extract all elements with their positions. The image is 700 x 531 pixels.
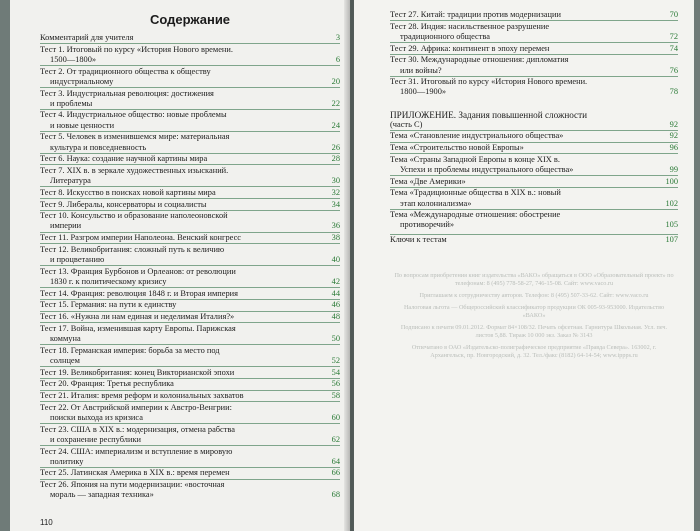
entry-page: 54 [331,367,340,377]
entry-title: Тест 9. Либералы, консерваторы и социалисты [40,199,207,209]
entry-title: Тест 10. Консульство и образование наполеоновской [40,211,228,221]
entry-title-cont: империи [50,221,82,231]
entry-title-cont: традиционного общества [400,31,490,41]
entry-title-cont: Литература [50,176,91,186]
toc-entry[interactable] [40,243,340,265]
entry-title-cont: индустриальному [50,76,114,86]
entry-page: 92 [669,131,678,141]
entry-title-cont: мораль — западная техника» [50,490,154,500]
entry-page: 58 [331,391,340,400]
entry-title: Тест 27. Китай: традиции против модернизации [390,10,561,19]
entry-title: Тест 14. Франция: революция 1848 г. и Вторая империя [40,288,238,298]
toc-entry[interactable] [40,65,340,87]
page-title: Содержание [149,12,231,27]
toc-entry[interactable] [40,153,340,165]
entry-title: Тема «Становление индустриального общества» [390,131,564,141]
entry-page: 102 [665,198,678,208]
entry-title: Тест 16. «Нужна ли нам единая и неделимая Италия?» [40,312,235,322]
entry-title: Тест 4. Индустриальное общество: новые проблемы [40,110,227,120]
entry-page: 99 [669,164,678,174]
entry-page: 3 [335,33,340,42]
entry-page: 34 [331,199,340,209]
entry-title: Тест 22. От Австрийской империи к Австро-Венгрии: [40,402,232,412]
entry-title-cont: 1500—1800» [50,54,97,64]
entry-page: 46 [331,300,340,310]
entry-title: Тест 11. Разгром империи Наполеона. Венский конгресс [40,233,242,243]
entry-title: Тема «Строительство новой Европы» [390,143,524,153]
entry-title: Тест 25. Латинская Америка в XIX в.: время перемен [40,468,230,478]
entry-title: Тест 24. США: империализм и вступление в мировую [40,446,233,456]
entry-title: Тест 28. Индия: насильственное разрушение [390,21,550,31]
toc-entry[interactable] [390,76,678,98]
entry-title: Тема «Страны Западной Европы в конце XIX в. [390,154,560,164]
entry-page: 28 [331,154,340,164]
toc-entry[interactable] [40,164,340,186]
entry-page: 6 [335,54,340,64]
toc-entry[interactable] [40,344,340,366]
appendix-subtitle: (часть С) [390,119,423,129]
toc-entry[interactable] [40,445,340,467]
toc-list-right [390,10,678,98]
entry-title: Тест 6. Наука: создание научной картины мира [40,154,208,164]
toc-entry[interactable] [390,130,678,142]
entry-page: 100 [665,176,678,186]
entry-page: 72 [669,31,678,41]
toc-entry-appendix[interactable] [390,120,678,130]
entry-page: 52 [331,355,340,365]
entry-title-cont: и новые ценности [50,120,115,130]
entry-page: 76 [669,65,678,75]
entry-title: Тема «Традиционные общества в XIX в.: новый [390,188,561,198]
toc-entry[interactable] [40,299,340,311]
toc-entry[interactable] [390,42,678,54]
entry-page: 74 [669,43,678,53]
entry-title: Тест 15. Германия: на пути к единству [40,300,177,310]
entry-title: Тест 1. Итоговый по курсу «История Нового времени. [40,44,233,54]
entry-title-cont: и процветанию [50,255,105,265]
toc-entry[interactable] [40,43,340,65]
entry-title-cont: поиски выхода из кризиса [50,412,143,422]
entry-page: 78 [669,87,678,97]
entry-title-cont: противоречий» [400,220,455,230]
entry-title-cont: солнцем [50,355,80,365]
toc-entry[interactable] [40,366,340,378]
page-number: 110 [40,518,53,527]
entry-title: Тема «Две Америки» [390,176,466,186]
imprint-line: Подписано к печати 09.01.2012. Формат 84×108/32. Печать офсетная. Гарнитура Школьная. Усл. печ. листов 5,88. Тираж 10 000 экз. Заказ № 3143 [400,324,668,339]
entry-title: Ключи к тестам [390,235,447,245]
entry-title: Тест 18. Германская империя: борьба за место под [40,345,220,355]
toc-entry[interactable] [40,232,340,244]
entry-title: Тест 3. Индустриальная революция: достижения [40,88,214,98]
entry-title: Тест 23. США в XIX в.: модернизация, отмена рабства [40,424,235,434]
toc-entry[interactable] [390,209,678,231]
toc-list-appendix [390,120,678,246]
entry-page: 68 [331,490,340,500]
toc-entry[interactable] [40,186,340,198]
entry-page: 22 [331,98,340,108]
entry-page: 56 [331,379,340,389]
toc-entry[interactable] [40,423,340,445]
right-page [354,0,694,531]
entry-page: 50 [331,333,340,343]
toc-entry[interactable] [390,54,678,76]
toc-entry[interactable] [40,131,340,153]
entry-title: Тест 5. Человек в изменившемся мире: материальная [40,132,230,142]
toc-entry[interactable] [390,20,678,42]
entry-page: 38 [331,233,340,243]
entry-title: Тест 7. XIX в. в зеркале художественных изысканий. [40,165,229,175]
toc-entry[interactable] [390,153,678,175]
entry-title: Тема «Международные отношения: обострение [390,210,561,220]
entry-page: 60 [331,412,340,422]
entry-page: 64 [331,456,340,466]
toc-entry[interactable] [390,187,678,209]
toc-entry[interactable] [40,109,340,131]
toc-entry[interactable] [40,390,340,402]
entry-title-cont: Успехи и проблемы индустриального общества» [400,164,574,174]
toc-entry[interactable] [40,287,340,299]
toc-entry[interactable] [40,378,340,390]
entry-title-cont: этап колониализма» [400,198,472,208]
entry-page: 44 [331,288,340,298]
entry-page: 107 [665,235,678,245]
entry-page: 42 [331,276,340,286]
entry-title: Тест 17. Война, изменившая карту Европы. Парижская [40,323,236,333]
entry-page: 105 [665,220,678,230]
toc-entry[interactable] [40,33,340,43]
left-page [10,0,350,531]
toc-entry[interactable] [40,467,340,479]
entry-title-cont: коммуна [50,333,81,343]
entry-page: 20 [331,76,340,86]
imprint-line: Налоговая льгота — Общероссийский классификатор продукции ОК 005-93-953000. Издательство «ВАКО» [403,304,665,319]
toc-entry[interactable] [390,142,678,154]
toc-entry[interactable] [40,401,340,423]
imprint-block [394,272,674,364]
entry-page: 48 [331,312,340,322]
toc-entry[interactable] [390,234,678,246]
entry-title: Тест 19. Великобритания: конец Викторианской эпохи [40,367,235,377]
appendix-heading [390,110,678,120]
entry-title: Комментарий для учителя [40,33,134,42]
entry-page: 24 [331,120,340,130]
entry-page: 96 [669,143,678,153]
entry-title: Тест 29. Африка: континент в эпоху перемен [390,43,550,53]
entry-page: 70 [669,10,678,19]
entry-title: Тест 21. Италия: время реформ и колониальных захватов [40,391,244,400]
toc-entry[interactable] [40,198,340,210]
entry-page: 40 [331,255,340,265]
toc-entry[interactable] [40,87,340,109]
toc-entry[interactable] [390,175,678,187]
entry-page: 32 [331,187,340,197]
entry-title: Тест 26. Япония на пути модернизации: «восточная [40,480,225,490]
toc-entry[interactable] [40,311,340,323]
toc-entry[interactable] [40,210,340,232]
entry-page: 30 [331,176,340,186]
imprint-line: По вопросам приобретения книг издательства «ВАКО» обращаться в ООО «Образовательный проект» по телефонам: 8 (495) 778-58-27, 746-15-08. Сайт: www.vaco.ru [394,272,674,287]
imprint-line: Отпечатано в ОАО «Издательско-полиграфическое предприятие «Правда Севера». 163002, г. Архангельск, пр. Новгородский, д. 32. Тел./факс (8182) 64-14-54; www.ippps.ru [411,344,657,359]
toc-entry[interactable] [40,322,340,344]
entry-title-cont: и проблемы [50,98,93,108]
entry-title-cont: 1800—1900» [400,87,447,97]
entry-title-cont: 1830 г. к политическому кризису [50,276,167,286]
entry-page: 36 [331,221,340,231]
entry-title: Тест 30. Международные отношения: дипломатия [390,55,569,65]
entry-title-cont: культура и повседневность [50,142,147,152]
toc-entry[interactable] [40,479,340,501]
entry-page: 66 [331,468,340,478]
entry-title: Тест 8. Искусство в поисках новой картины мира [40,187,216,197]
entry-title-cont: или войны? [400,65,442,75]
entry-title: Тест 12. Великобритания: сложный путь к величию [40,244,225,254]
appendix-title: ПРИЛОЖЕНИЕ. Задания повышенной сложности [390,109,588,120]
toc-entry[interactable] [390,10,678,20]
entry-page: 92 [669,119,678,129]
entry-title: Тест 31. Итоговый по курсу «История Нового времени. [390,77,588,87]
entry-page: 26 [331,142,340,152]
entry-title: Тест 13. Франция Бурбонов и Орлеанов: от революции [40,266,236,276]
entry-title-cont: и сохранение республики [50,434,141,444]
toc-entry[interactable] [40,265,340,287]
entry-title: Тест 20. Франция: Третья республика [40,379,174,389]
entry-page: 62 [331,434,340,444]
entry-title-cont: политику [50,456,84,466]
toc-list-left [40,33,340,501]
imprint-line: Приглашаем к сотрудничеству авторов. Телефон: 8 (495) 507-33-62. Сайт: www.vaco.ru [419,292,649,299]
entry-title: Тест 2. От традиционного общества к обществу [40,66,211,76]
